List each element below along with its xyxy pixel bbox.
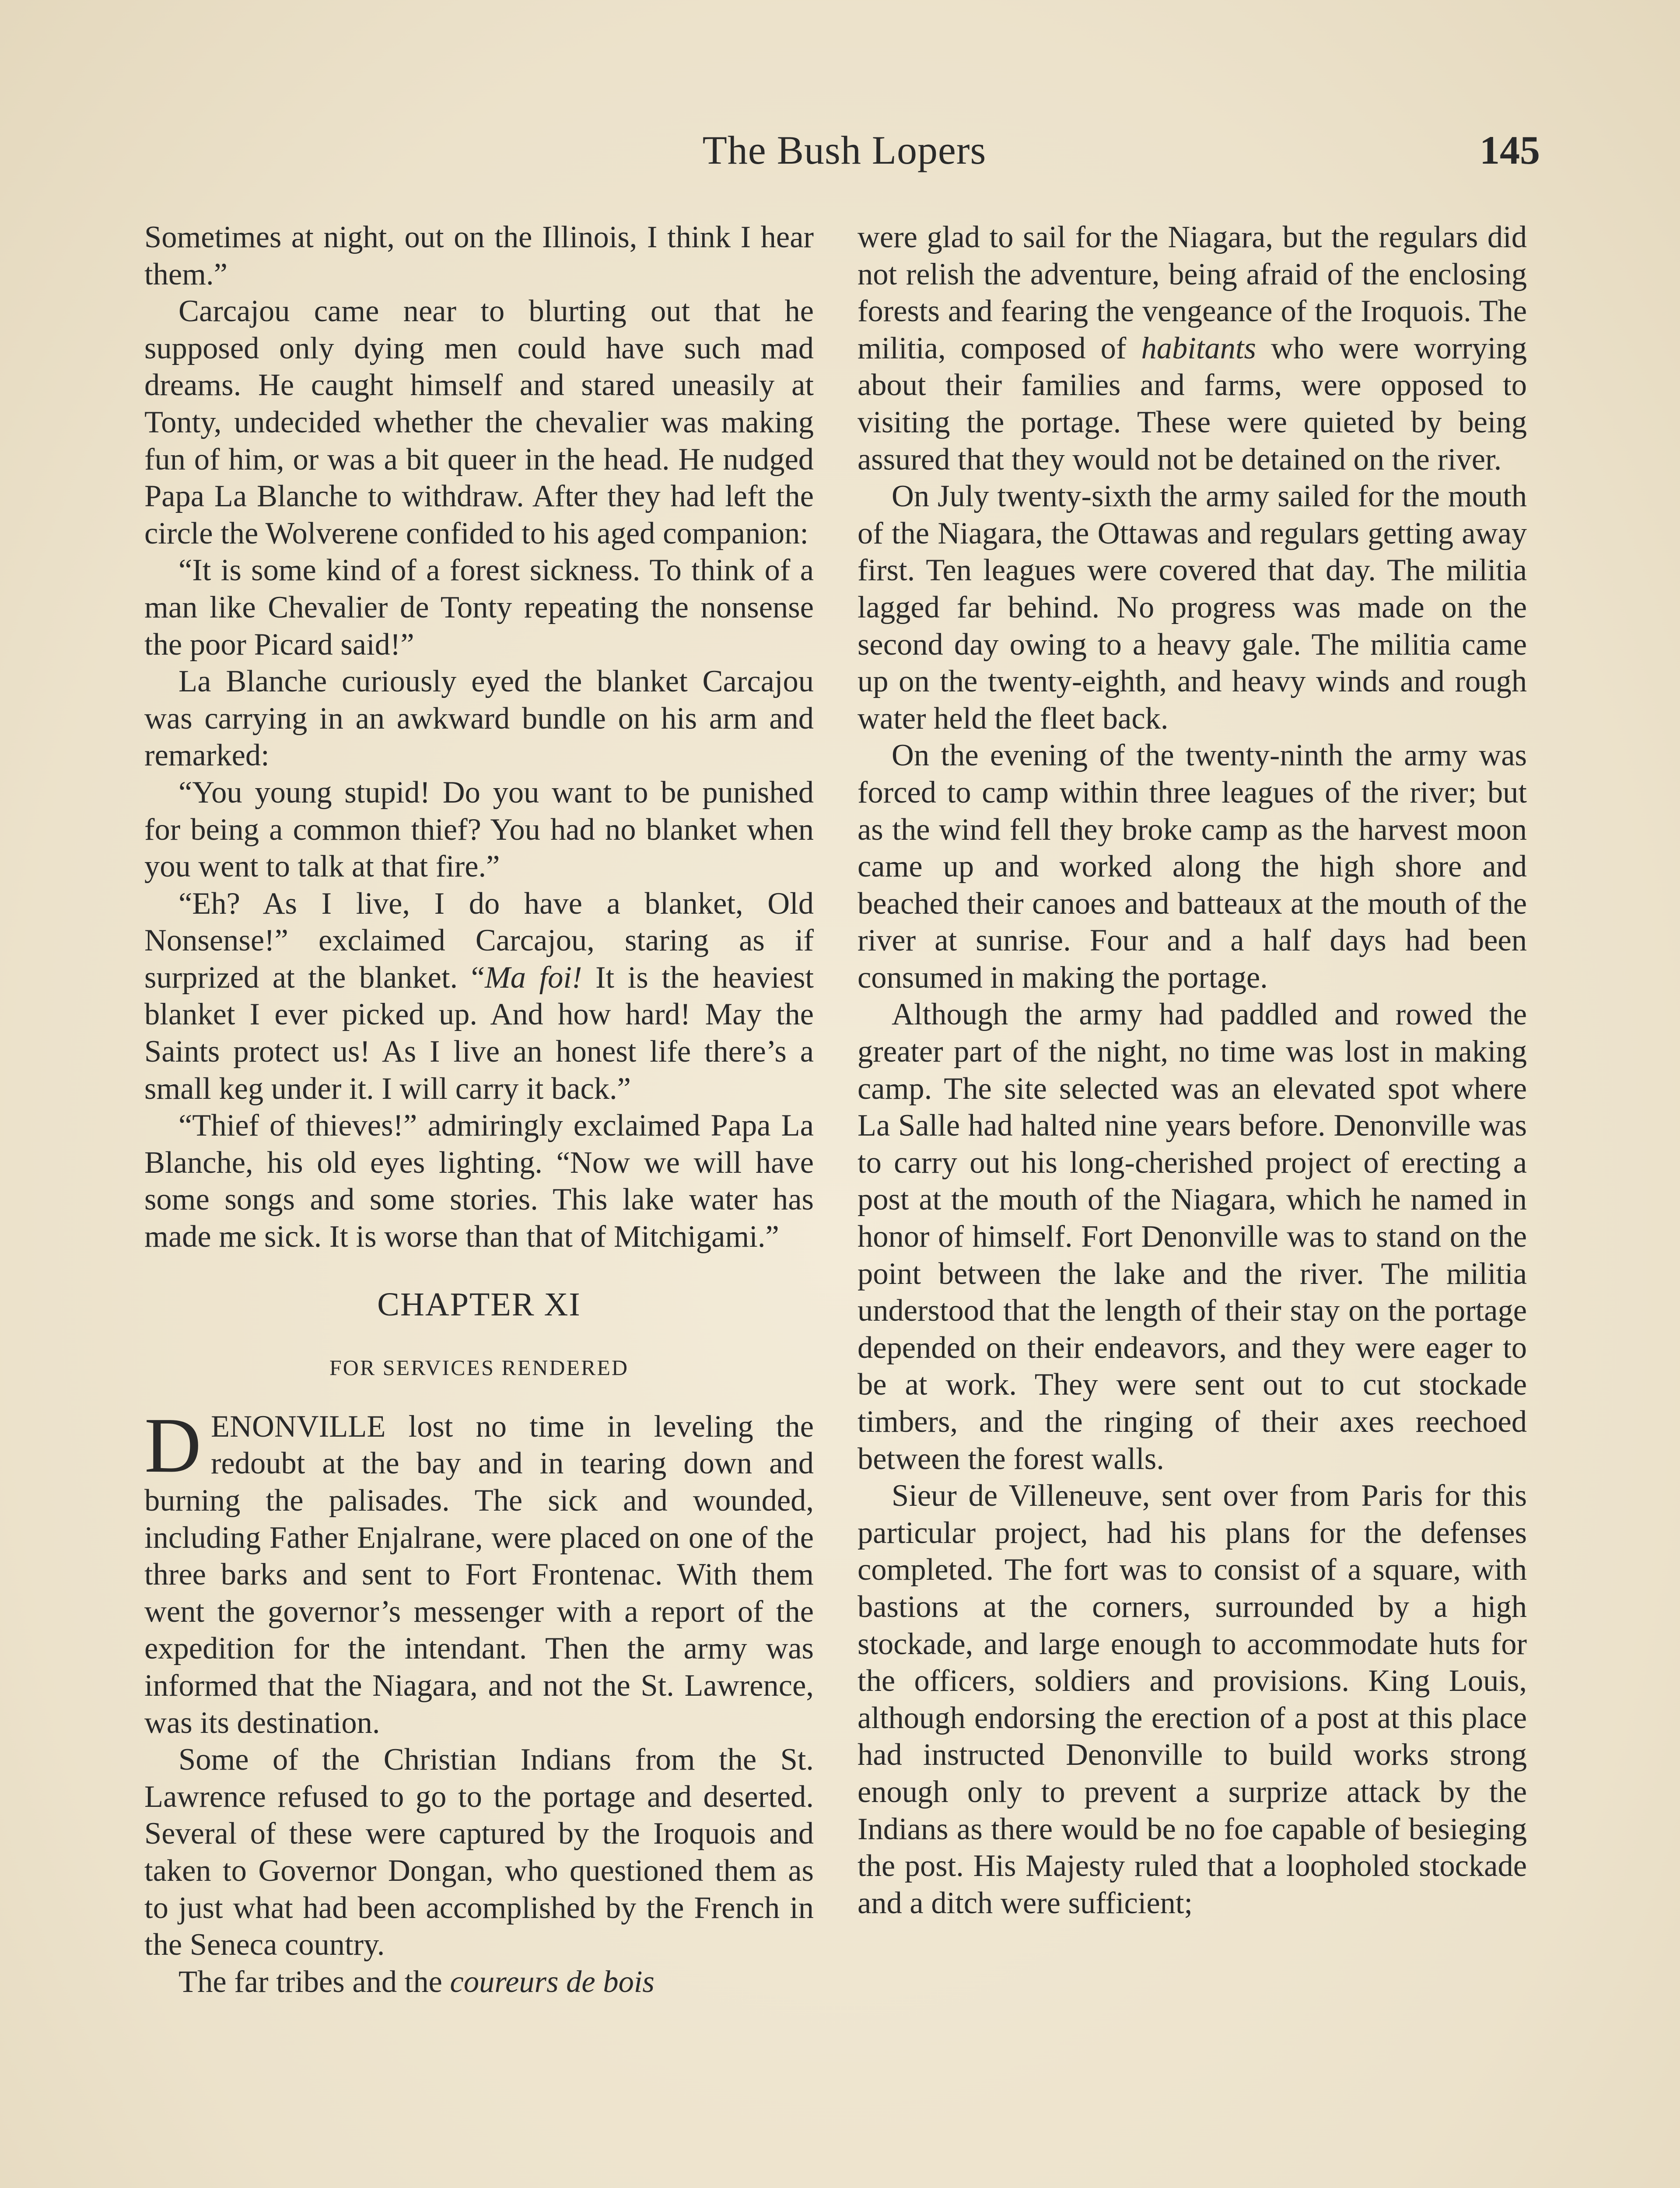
running-head [149, 127, 1540, 193]
text-run: who were worrying about their families and farms, were opposed to visiting the portage. These were quieted by being assured that they would not be detained on the river. [858, 331, 1527, 477]
italic-text: coureurs de bois [450, 1964, 654, 1999]
paragraph: La Blanche curiously eyed the blanket Carcajou was carrying in an awkward bundle on his arm and remarked: [144, 664, 814, 773]
paragraph: Although the army had paddled and rowed the greater part of the night, no time was lost in making camp. The site selected was an elevated spot where La Salle had halted nine years before. Denonville was to carry out his long-cherished project of erecting a post at the mouth of the Niagara, which he named in honor of himself. Fort Denonville was to stand on the point between the lake and the river. The militia understood that the length of their stay on the portage depended on their endeavors, and they were eager to be at work. They were sent out to cut stockade timbers, and the ringing of their axes reechoed between the forest walls. [858, 997, 1527, 1476]
text-run: The far tribes and the [178, 1964, 450, 1999]
text-run: It is the heaviest blanket I ever picked up. And how hard! May the Saints protect us! As I live an honest life there’s a small keg under it. I will carry it back.” [144, 960, 814, 1106]
italic-text: habitants [1141, 331, 1256, 365]
paragraph [144, 1964, 814, 2001]
paragraph: Sieur de Villeneuve, sent over from Paris for this particular project, had his plans for the defenses completed. The fort was to consist of a square, with bastions at the corners, surrounded by a high stockade, and large enough to accommodate huts for the officers, soldiers and provisions. King Louis, although endorsing the erection of a post at this place had instructed Denonville to build works strong enough only to prevent a surprize attack by the Indians as there would be no foe capable of besieging the post. His Majesty ruled that a loopholed stockade and a ditch were sufficient; [858, 1479, 1527, 1920]
paragraph: “You young stupid! Do you want to be punished for being a common thief? You had no blanket when you went to talk at that fire.” [144, 775, 814, 884]
chapter-subtitle: FOR SERVICES RENDERED [329, 1355, 629, 1380]
paragraph: Carcajou came near to blurting out that he supposed only dying men could have such mad dreams. He caught himself and stared uneasily at Tonty, undecided whether the chevalier was making fun of him, or was a bit queer in the head. He nudged Papa La Blanche to withdraw. After they had left the circle the Wolverene confided to his aged companion: [144, 294, 814, 551]
paragraph: Some of the Christian Indians from the St. Lawrence refused to go to the portage and deserted. Several of these were captured by the Iroquois and taken to Governor Dongan, who questioned them as to just what had been accomplished by the French in the Seneca country. [144, 1743, 814, 1962]
page-number: 145 [1480, 128, 1540, 172]
left-column [144, 219, 814, 2000]
text-run: ENONVILLE lost no time in leveling the redoubt at the bay and in tearing down and burning the palisades. The sick and wounded, including Father Enjalrane, were placed on one of the three barks and sent to Fort Frontenac. With them went the governor’s messenger with a report of the expedition for the intendant. Then the army was informed that the Niagara, and not the St. Lawrence, was its destination. [144, 1409, 814, 1740]
paragraph: “It is some kind of a forest sickness. To think of a man like Chevalier de Tonty repeating the nonsense the poor Picard said!” [144, 553, 814, 662]
text-run: were glad to sail for the Niagara, but the regulars did not relish the adventure, being afraid of the enclosing forests and fearing the vengeance of the Iroquois. The militia, composed of [858, 220, 1527, 365]
right-column [858, 219, 1527, 1922]
paragraph-opening [144, 1401, 814, 1741]
paragraph [144, 885, 814, 1108]
running-title: The Bush Lopers [702, 128, 987, 172]
paragraph: On July twenty-sixth the army sailed for the mouth of the Niagara, the Ottawas and regulars getting away first. Ten leagues were covered that day. The militia lagged far behind. No progress was made on the second day owing to a heavy gale. The militia came up on the twenty-eighth, and heavy winds and rough water held the fleet back. [858, 479, 1527, 736]
chapter-title: CHAPTER XI [377, 1286, 581, 1323]
drop-cap: D [144, 1401, 201, 1489]
text-run: “Eh? As I live, I do have a blanket, Old Nonsense!” exclaimed Carcajou, staring as if surprized at the blanket. “ [144, 886, 814, 995]
paragraph [858, 219, 1527, 478]
italic-text: Ma foi! [485, 960, 582, 995]
paragraph: On the evening of the twenty-ninth the army was forced to camp within three leagues of the river; but as the wind fell they broke camp as the harvest moon came up and worked along the high shore and beached their canoes and batteaux at the mouth of the river at sunrise. Four and a half days had been consumed in making the portage. [858, 738, 1527, 995]
paragraph: “Thief of thieves!” admiringly exclaimed Papa La Blanche, his old eyes lighting. “Now we will have some songs and some stories. This lake water has made me sick. It is worse than that of Mitchigami.” [144, 1108, 814, 1254]
paragraph: Sometimes at night, out on the Illinois, I think I hear them.” [144, 220, 814, 291]
